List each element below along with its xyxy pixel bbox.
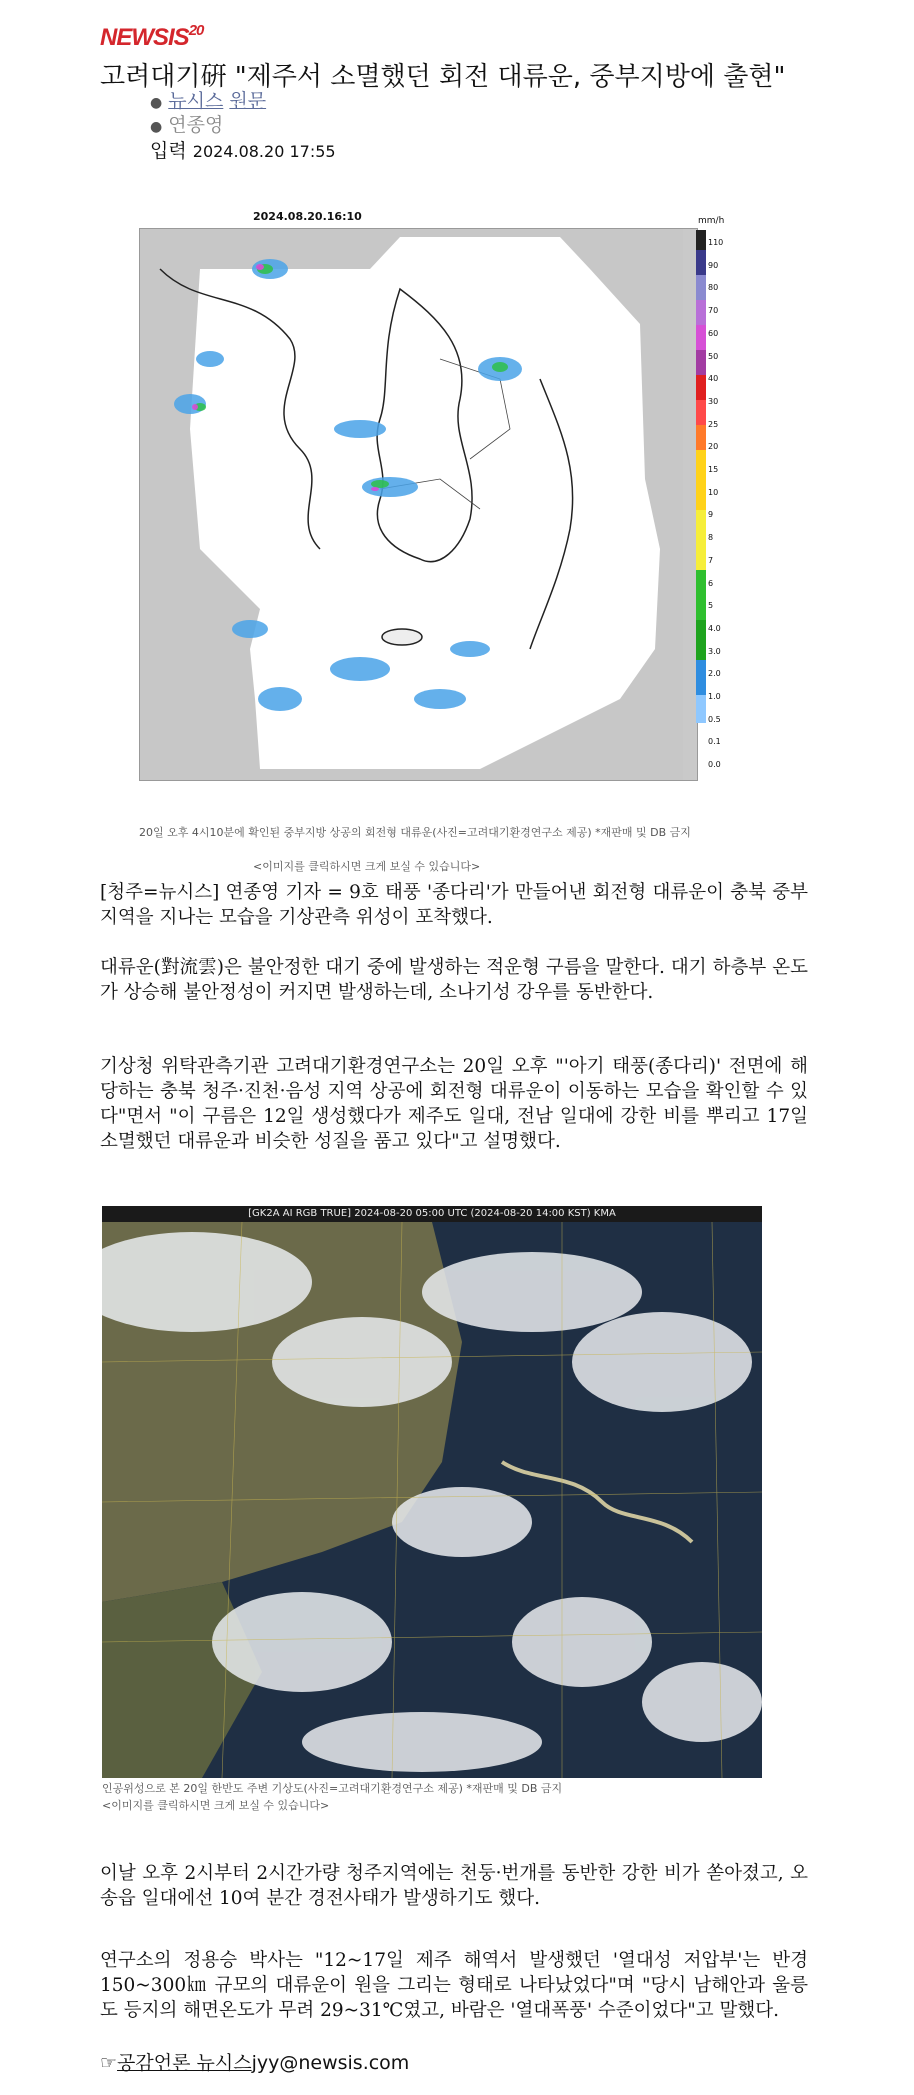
scale-label: 2.0 bbox=[708, 669, 721, 679]
article-paragraph: 이날 오후 2시부터 2시간가량 청주지역에는 천둥·번개를 동반한 강한 비가 쏟아졌고, 오송읍 일대에선 10여 분간 경전사태가 발생하기도 했다. bbox=[100, 1863, 808, 1909]
scale-label: 7 bbox=[708, 555, 714, 565]
date-label: 입력 bbox=[150, 140, 187, 162]
footer-credit bbox=[100, 2048, 409, 2075]
satellite-graphic bbox=[102, 1222, 762, 1778]
article-title: 고려대기硏 "제주서 소멸했던 회전 대류운, 중부지방에 출현" bbox=[100, 62, 786, 92]
scale-label: 40 bbox=[708, 374, 719, 384]
figure-caption: 20일 오후 4시10분에 확인된 중부지방 상공의 회전형 대류운(사진=고려대기환경연구소 제공) *재판매 및 DB 금지 bbox=[139, 826, 691, 839]
publisher-name: 공감언론 뉴시스 bbox=[117, 2052, 252, 2074]
article-paragraph: 기상청 위탁관측기관 고려대기환경연구소는 20일 오후 "'아기 태풍(종다리)' 전면에 해당하는 충북 청주·진천·음성 지역 상공에 회전형 대류운이 이동하는 모습을 확인할 수 있다"면서 "이 구름은 12일 생성했다가 제주도 일대, 전남 일대에 강한 비를 뿌리고 17일 소멸했던 대류운과 비슷한 성질을 품고 있다"고 설명했다. bbox=[100, 1056, 808, 1152]
scale-label: 110 bbox=[708, 238, 724, 247]
article-paragraph: 대류운(對流雲)은 불안정한 대기 중에 발생하는 적운형 구름을 말한다. 대기 하층부 온도가 상승해 불안정성이 커지면 발생하는데, 소나기성 강우를 동반한다. bbox=[100, 957, 808, 1003]
image-click-hint[interactable]: <이미지를 클릭하시면 크게 보실 수 있습니다> bbox=[102, 1799, 330, 1812]
radar-image[interactable] bbox=[139, 228, 698, 781]
scale-label: 70 bbox=[708, 306, 719, 316]
scale-label: 5 bbox=[708, 601, 714, 611]
scale-label: 9 bbox=[708, 510, 714, 520]
scale-label: 0.0 bbox=[708, 760, 721, 770]
scale-label: 0.1 bbox=[708, 737, 721, 747]
source-line bbox=[150, 86, 266, 113]
scale-label: 50 bbox=[708, 351, 719, 361]
scale-label: 6 bbox=[708, 578, 714, 588]
scale-label: 80 bbox=[708, 283, 719, 293]
radar-color-scale bbox=[696, 230, 706, 778]
date-line bbox=[150, 136, 336, 163]
source-label[interactable]: 뉴시스 bbox=[168, 90, 224, 112]
scale-label: 90 bbox=[708, 260, 719, 270]
scale-label: 25 bbox=[708, 419, 719, 429]
satellite-image[interactable] bbox=[102, 1206, 762, 1778]
scale-label: 15 bbox=[708, 465, 719, 475]
author-email[interactable]: jyy@newsis.com bbox=[251, 2052, 410, 2074]
radar-scale-labels bbox=[708, 232, 738, 777]
scale-label: 10 bbox=[708, 487, 719, 497]
scale-label: 30 bbox=[708, 396, 719, 406]
scale-label: 1.0 bbox=[708, 692, 721, 702]
article-paragraph: 연구소의 정용승 박사는 "12~17일 제주 해역서 발생했던 '열대성 저압부'는 반경 150~300㎞ 규모의 대류운이 원을 그리는 형태로 나타났었다"며 "당시 남해안과 울릉도 등지의 해면온도가 무려 29~31℃였고, 바람은 '열대폭풍' 수준이었다"고 말했다. bbox=[100, 1950, 808, 2021]
bullet-icon: ● bbox=[150, 95, 163, 111]
author-name[interactable]: 연종영 bbox=[168, 114, 224, 136]
scale-label: 60 bbox=[708, 328, 719, 338]
author-line bbox=[150, 110, 223, 137]
original-link[interactable]: 원문 bbox=[229, 90, 267, 112]
scale-label: 4.0 bbox=[708, 623, 721, 633]
radar-timestamp: 2024.08.20.16:10 bbox=[253, 210, 362, 223]
scale-label: 20 bbox=[708, 442, 719, 452]
pointing-hand-icon: ☞ bbox=[100, 2052, 118, 2074]
bullet-icon: ● bbox=[150, 119, 163, 135]
radar-map-graphic bbox=[140, 229, 697, 780]
image-click-hint[interactable]: <이미지를 클릭하시면 크게 보실 수 있습니다> bbox=[253, 860, 481, 873]
article-paragraph: [청주=뉴시스] 연종영 기자 = 9호 태풍 '종다리'가 만들어낸 회전형 대류운이 충북 중부지역을 지나는 모습을 기상관측 위성이 포착했다. bbox=[100, 882, 808, 928]
date-value: 2024.08.20 17:55 bbox=[192, 142, 336, 161]
scale-label: 8 bbox=[708, 533, 714, 543]
scale-label: 0.5 bbox=[708, 714, 721, 724]
figure-caption: 인공위성으로 본 20일 한반도 주변 기상도(사진=고려대기환경연구소 제공) *재판매 및 DB 금지 bbox=[102, 1782, 563, 1795]
radar-unit: mm/h bbox=[698, 216, 725, 226]
scale-label: 3.0 bbox=[708, 646, 721, 656]
newsis-logo[interactable]: NEWSIS$^{20}$ bbox=[100, 22, 204, 51]
satellite-banner: [GK2A AI RGB TRUE] 2024-08-20 05:00 UTC (2024-08-20 14:00 KST) KMA bbox=[102, 1206, 762, 1222]
